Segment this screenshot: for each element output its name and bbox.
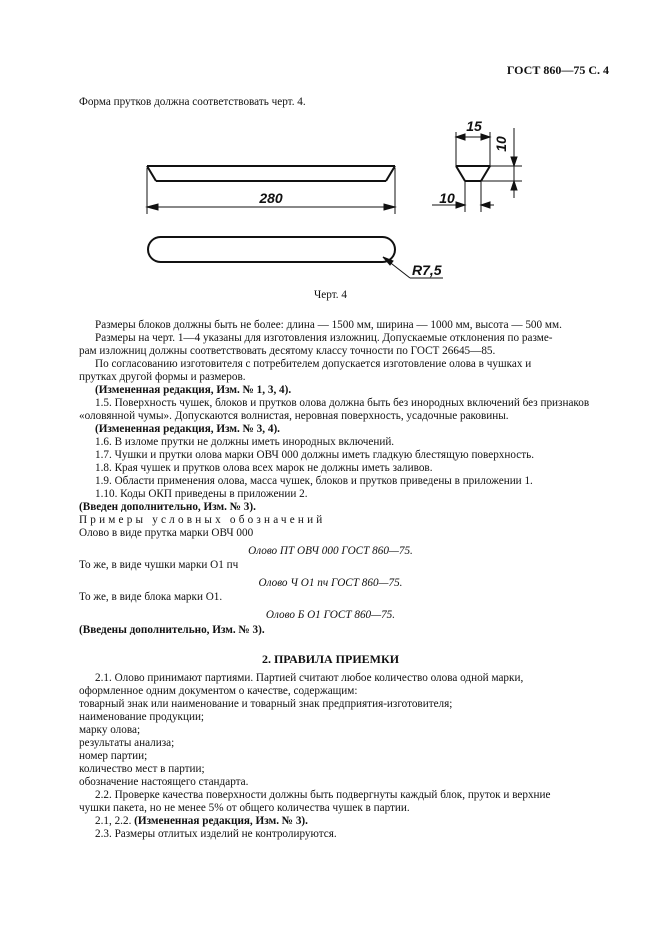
p-2-1-line1: 2.1. Олово принимают партиями. Партией считают любое количество олова одной марки, <box>95 672 524 684</box>
p-1-8: 1.8. Края чушек и прутков олова всех марок не должны иметь заливов. <box>95 462 433 474</box>
drawing-intro: Форма прутков должна соответствовать черт. 4. <box>79 96 306 108</box>
p-1-5-line2: «оловянной чумы». Допускаются волнистая, неровная поверхность, усадочные раковины. <box>79 410 509 422</box>
list-item: номер партии; <box>79 750 148 762</box>
p-block-sizes: Размеры блоков должны быть не более: длина — 1500 мм, ширина — 1000 мм, высота — 500 мм. <box>95 319 562 331</box>
p-2-3: 2.3. Размеры отлитых изделий не контролируются. <box>95 828 337 840</box>
p-1-9: 1.9. Области применения олова, масса чушек, блоков и прутков приведены в приложении 1. <box>95 475 533 487</box>
p-2-2-line1: 2.2. Проверке качества поверхности должны быть подвергнуты каждый блок, пруток и верхние <box>95 789 551 801</box>
examples-title: Примеры условных обозначений <box>79 514 326 526</box>
dim-10-width-label: 10 <box>439 190 455 206</box>
added-note-2: (Введены дополнительно, Изм. № 3). <box>79 624 265 636</box>
p-molds-line2: рам изложниц должны соответствовать десятому классу точности по ГОСТ 26645—85. <box>79 345 496 357</box>
dim-r75-label: R7,5 <box>412 262 442 278</box>
p-molds-line1: Размеры на черт. 1—4 указаны для изготовления изложниц. Допускаемые отклонения по разме- <box>95 332 553 344</box>
drawing-caption: Черт. 4 <box>314 289 347 301</box>
example-3-text: То же, в виде блока марки О1. <box>79 591 223 603</box>
p-agreement-line1: По согласованию изготовителя с потребителем допускается изготовление олова в чушках и <box>95 358 532 370</box>
list-item: марку олова; <box>79 724 141 736</box>
example-2-text: То же, в виде чушки марки О1 пч <box>79 559 239 571</box>
section-2-title: 2. ПРАВИЛА ПРИЕМКИ <box>261 652 400 666</box>
dim-280-label: 280 <box>259 190 283 206</box>
example-2-code: Олово Ч О1 пч ГОСТ 860—75. <box>258 577 403 589</box>
example-3-code: Олово Б О1 ГОСТ 860—75. <box>265 609 396 621</box>
p-2-2-line2: чушки пакета, но не менее 5% от общего количества чушек в партии. <box>79 802 410 814</box>
drawing-4 <box>0 0 661 300</box>
edition-note-1: (Измененная редакция, Изм. № 1, 3, 4). <box>95 384 292 396</box>
p-1-6: 1.6. В изломе прутки не должны иметь инородных включений. <box>95 436 395 448</box>
p-1-10: 1.10. Коды ОКП приведены в приложении 2. <box>95 488 308 500</box>
p-1-5-line1: 1.5. Поверхность чушек, блоков и прутков олова должна быть без инородных включений без признаков <box>95 397 590 409</box>
example-1-code: Олово ПТ ОВЧ 000 ГОСТ 860—75. <box>248 545 413 557</box>
list-item: результаты анализа; <box>79 737 175 749</box>
example-1-text: Олово в виде прутка марки ОВЧ 000 <box>79 527 254 539</box>
edition-note-3 <box>95 815 616 828</box>
list-item: наименование продукции; <box>79 711 205 723</box>
dim-15-label: 15 <box>466 118 482 134</box>
edition-note-2: (Измененная редакция, Изм. № 3, 4). <box>95 423 280 435</box>
p-1-7: 1.7. Чушки и прутки олова марки ОВЧ 000 должны иметь гладкую блестящую поверхность. <box>95 449 535 461</box>
added-note-1: (Введен дополнительно, Изм. № 3). <box>79 501 256 513</box>
list-item: обозначение настоящего стандарта. <box>79 776 249 788</box>
edition-note-3-prefix: 2.1, 2.2. <box>95 815 135 827</box>
p-2-1-line2: оформленное одним документом о качестве, содержащим: <box>79 685 358 697</box>
edition-note-3-text: (Измененная редакция, Изм. № 3). <box>134 815 308 827</box>
list-item: товарный знак или наименование и товарный знак предприятия-изготовителя; <box>79 698 453 710</box>
list-item: количество мест в партии; <box>79 763 205 775</box>
page-header: ГОСТ 860—75 С. 4 <box>506 63 609 77</box>
p-agreement-line2: прутках другой формы и размеров. <box>79 371 246 383</box>
dim-10-height-label: 10 <box>493 136 509 152</box>
